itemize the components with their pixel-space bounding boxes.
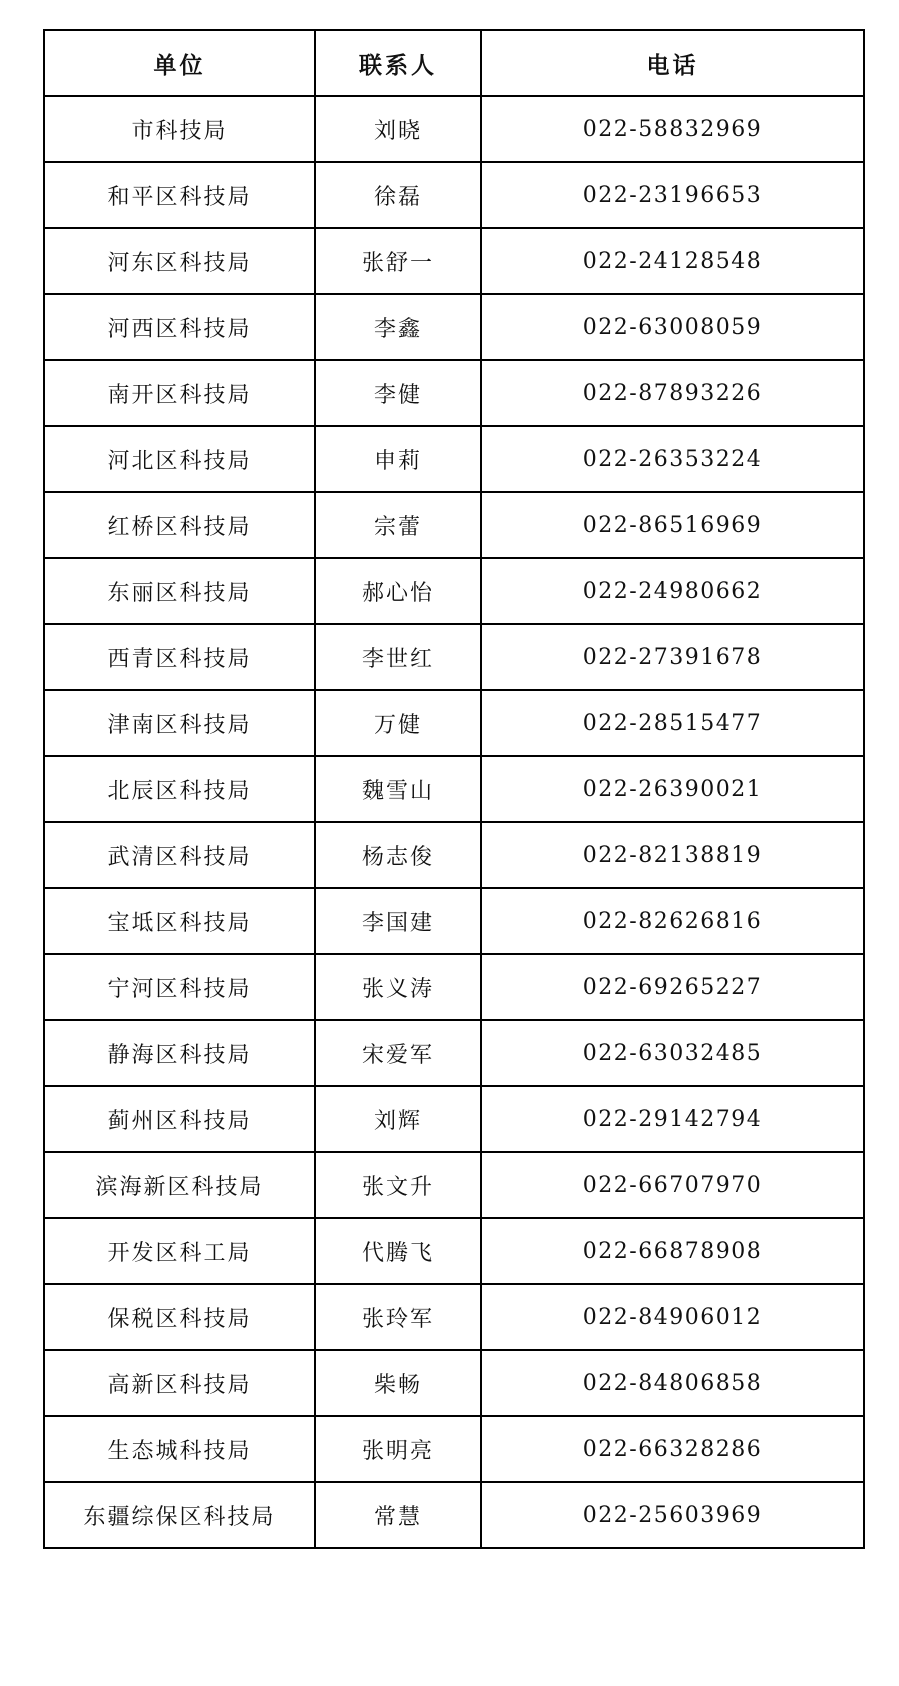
table-row: [44, 162, 864, 228]
phone-cell: 022-63008059: [481, 294, 864, 360]
unit-cell: 红桥区科技局: [44, 492, 315, 558]
unit-cell: 生态城科技局: [44, 1416, 315, 1482]
table-row: [44, 822, 864, 888]
table-row: [44, 1416, 864, 1482]
contact-person-cell: 宋爱军: [315, 1020, 481, 1086]
table-row: [44, 294, 864, 360]
table-row: [44, 1218, 864, 1284]
contact-person-cell: 杨志俊: [315, 822, 481, 888]
contact-person-cell: 徐磊: [315, 162, 481, 228]
unit-cell: 河东区科技局: [44, 228, 315, 294]
table-row: [44, 756, 864, 822]
header-row: [44, 30, 864, 96]
contact-person-cell: 张玲军: [315, 1284, 481, 1350]
contact-person-cell: 常慧: [315, 1482, 481, 1548]
phone-cell: 022-24980662: [481, 558, 864, 624]
contact-person-cell: 张义涛: [315, 954, 481, 1020]
phone-cell: 022-84906012: [481, 1284, 864, 1350]
contact-person-cell: 刘晓: [315, 96, 481, 162]
table-row: [44, 492, 864, 558]
phone-cell: 022-87893226: [481, 360, 864, 426]
phone-cell: 022-28515477: [481, 690, 864, 756]
unit-cell: 市科技局: [44, 96, 315, 162]
table-row: [44, 1152, 864, 1218]
phone-cell: 022-24128548: [481, 228, 864, 294]
unit-cell: 北辰区科技局: [44, 756, 315, 822]
unit-cell: 蓟州区科技局: [44, 1086, 315, 1152]
contact-person-cell: 魏雪山: [315, 756, 481, 822]
phone-cell: 022-25603969: [481, 1482, 864, 1548]
unit-cell: 静海区科技局: [44, 1020, 315, 1086]
unit-cell: 和平区科技局: [44, 162, 315, 228]
table-row: [44, 624, 864, 690]
contact-person-cell: 李鑫: [315, 294, 481, 360]
unit-cell: 保税区科技局: [44, 1284, 315, 1350]
contact-person-cell: 张明亮: [315, 1416, 481, 1482]
contact-person-cell: 郝心怡: [315, 558, 481, 624]
unit-cell: 武清区科技局: [44, 822, 315, 888]
table-row: [44, 96, 864, 162]
phone-cell: 022-26390021: [481, 756, 864, 822]
contact-person-cell: 代腾飞: [315, 1218, 481, 1284]
phone-cell: 022-66707970: [481, 1152, 864, 1218]
phone-cell: 022-69265227: [481, 954, 864, 1020]
table-row: [44, 1086, 864, 1152]
phone-cell: 022-84806858: [481, 1350, 864, 1416]
contact-person-cell: 李世红: [315, 624, 481, 690]
unit-cell: 津南区科技局: [44, 690, 315, 756]
table-row: [44, 1482, 864, 1548]
unit-cell: 高新区科技局: [44, 1350, 315, 1416]
phone-cell: 022-23196653: [481, 162, 864, 228]
phone-cell: 022-29142794: [481, 1086, 864, 1152]
phone-cell: 022-63032485: [481, 1020, 864, 1086]
unit-cell: 宝坻区科技局: [44, 888, 315, 954]
table-row: [44, 1350, 864, 1416]
phone-cell: 022-27391678: [481, 624, 864, 690]
unit-cell: 宁河区科技局: [44, 954, 315, 1020]
table-row: [44, 360, 864, 426]
table-body: [44, 96, 864, 1548]
contact-person-cell: 刘辉: [315, 1086, 481, 1152]
table-header: [44, 30, 864, 96]
phone-cell: 022-66328286: [481, 1416, 864, 1482]
table-row: [44, 426, 864, 492]
unit-cell: 河西区科技局: [44, 294, 315, 360]
contact-person-cell: 张文升: [315, 1152, 481, 1218]
table-row: [44, 954, 864, 1020]
unit-cell: 滨海新区科技局: [44, 1152, 315, 1218]
phone-cell: 022-86516969: [481, 492, 864, 558]
contact-person-cell: 李健: [315, 360, 481, 426]
table-row: [44, 1020, 864, 1086]
table-row: [44, 690, 864, 756]
unit-cell: 东丽区科技局: [44, 558, 315, 624]
phone-cell: 022-82138819: [481, 822, 864, 888]
phone-cell: 022-66878908: [481, 1218, 864, 1284]
phone-cell: 022-82626816: [481, 888, 864, 954]
unit-cell: 西青区科技局: [44, 624, 315, 690]
header-contact-person: 联系人: [315, 30, 481, 96]
contact-person-cell: 万健: [315, 690, 481, 756]
table-row: [44, 558, 864, 624]
unit-cell: 南开区科技局: [44, 360, 315, 426]
table-row: [44, 228, 864, 294]
unit-cell: 东疆综保区科技局: [44, 1482, 315, 1548]
contact-table: [43, 29, 865, 1549]
phone-cell: 022-58832969: [481, 96, 864, 162]
contact-person-cell: 李国建: [315, 888, 481, 954]
table-row: [44, 888, 864, 954]
contact-person-cell: 张舒一: [315, 228, 481, 294]
contact-person-cell: 宗蕾: [315, 492, 481, 558]
header-unit: 单位: [44, 30, 315, 96]
phone-cell: 022-26353224: [481, 426, 864, 492]
header-phone: 电话: [481, 30, 864, 96]
contact-person-cell: 申莉: [315, 426, 481, 492]
contact-person-cell: 柴畅: [315, 1350, 481, 1416]
unit-cell: 河北区科技局: [44, 426, 315, 492]
unit-cell: 开发区科工局: [44, 1218, 315, 1284]
table-row: [44, 1284, 864, 1350]
